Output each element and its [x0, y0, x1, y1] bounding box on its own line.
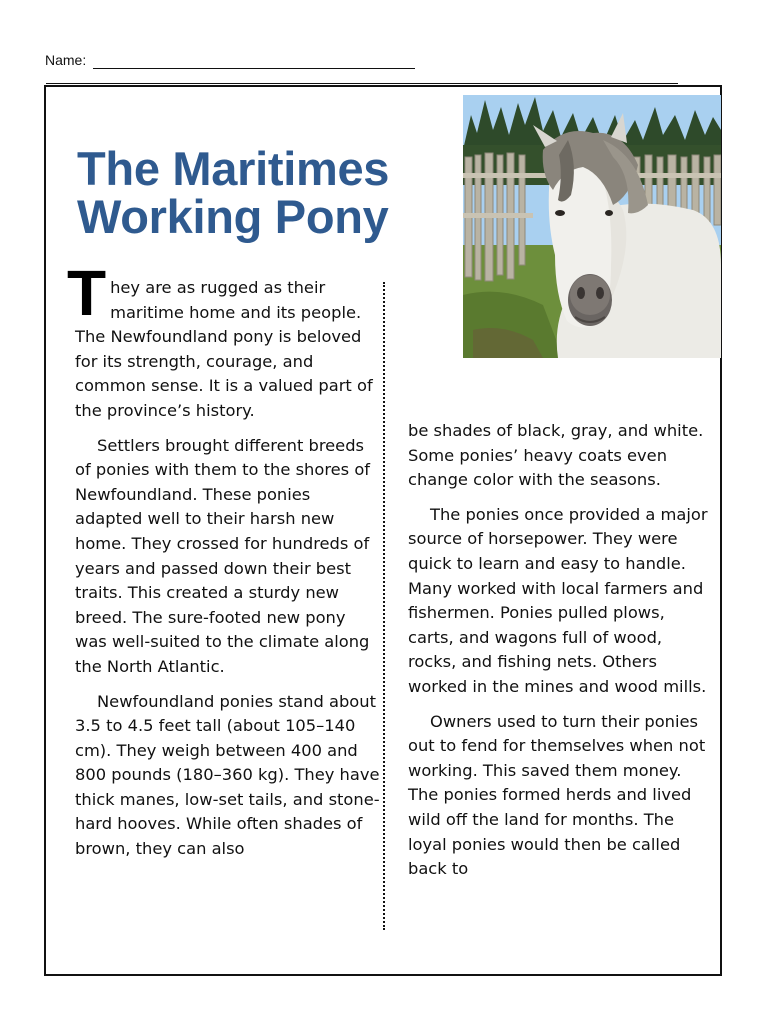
name-field	[45, 52, 425, 74]
title-line-1: The Maritimes	[77, 142, 390, 195]
article-column-right	[408, 419, 713, 892]
article-column-left	[67, 257, 380, 872]
title-line-2: Working Pony	[77, 190, 389, 243]
paragraph-4: The ponies once provided a major source of horsepower. They were quick to learn and easy to handle. Many worked with local farmers and fishermen. Ponies pulled plows, carts, and wagons full of wood, rocks, and fishing nets. Others worked in the mines and wood mills.	[408, 504, 708, 696]
article-title	[77, 142, 467, 243]
name-label: Name:	[45, 52, 87, 68]
drop-cap: T	[67, 257, 107, 329]
column-divider	[383, 282, 385, 930]
pony-photo	[463, 95, 721, 358]
paragraph-2: Settlers brought different breeds of ponies with them to the shores of Newfoundland. These ponies adapted well to their harsh new home. They crossed for hundreds of years and passed down their best traits. This created a sturdy new breed. The sure-footed new pony was well-suited to the climate along the North Atlantic.	[75, 435, 371, 676]
header-divider	[46, 83, 678, 84]
paragraph-5: Owners used to turn their ponies out to fend for themselves when not working. This saved them money. The ponies formed herds and lived wild off the land for months. The loyal ponies would then be called back to	[408, 711, 706, 879]
paragraph-1-text: hey are as rugged as their maritime home and its people. The Newfoundland pony is beloved for its strength, courage, and common sense. It is a valued part of the province’s history.	[75, 278, 373, 420]
paragraph-3: Newfoundland ponies stand about 3.5 to 4.5 feet tall (about 105–140 cm). They weigh between 400 and 800 pounds (180–360 kg). They have thick manes, low-set tails, and stone-hard hooves. While often shades of brown, they can also	[75, 691, 380, 859]
paragraph-1	[67, 257, 380, 424]
paragraph-3-continued: be shades of black, gray, and white. Some ponies’ heavy coats even change color with the seasons.	[408, 421, 704, 490]
name-blank-line	[93, 68, 415, 69]
